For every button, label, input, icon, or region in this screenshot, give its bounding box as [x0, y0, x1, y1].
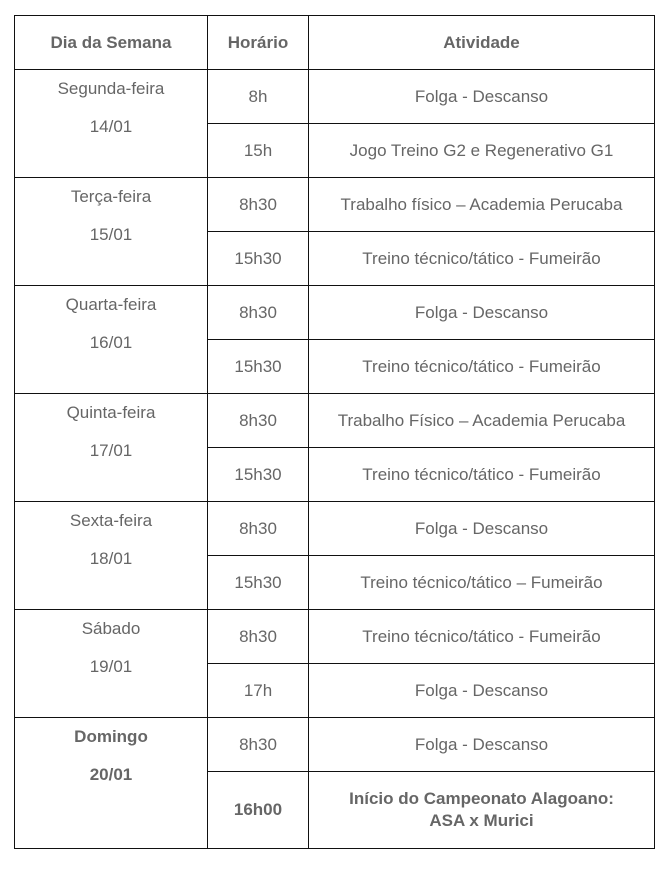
time-cell: 8h30	[208, 286, 309, 340]
weekday-label: Domingo	[74, 727, 148, 746]
table-row	[15, 394, 655, 448]
day-cell	[15, 394, 208, 502]
date-label: 15/01	[89, 225, 133, 244]
activity-cell: Jogo Treino G2 e Regenerativo G1	[309, 124, 655, 178]
activity-cell: Treino técnico/tático - Fumeirão	[309, 232, 655, 286]
date-label: 16/01	[89, 333, 133, 352]
weekday-label: Segunda-feira	[57, 79, 165, 98]
time-cell: 8h30	[208, 502, 309, 556]
day-cell	[15, 718, 208, 849]
table-row	[15, 610, 655, 664]
activity-cell: Folga - Descanso	[309, 286, 655, 340]
day-cell	[15, 286, 208, 394]
weekday-label: Sexta-feira	[69, 511, 153, 530]
activity-cell: Trabalho Físico – Academia Perucaba	[309, 394, 655, 448]
activity-cell: Folga - Descanso	[309, 664, 655, 718]
day-cell	[15, 610, 208, 718]
activity-cell: Treino técnico/tático - Fumeirão	[309, 610, 655, 664]
time-cell: 8h30	[208, 718, 309, 772]
time-cell: 17h	[208, 664, 309, 718]
activity-cell: Treino técnico/tático - Fumeirão	[309, 448, 655, 502]
time-cell: 15h30	[208, 556, 309, 610]
weekday-label: Sábado	[81, 619, 141, 638]
time-cell: 8h30	[208, 178, 309, 232]
time-cell: 16h00	[208, 772, 309, 849]
time-cell: 8h30	[208, 394, 309, 448]
day-cell	[15, 70, 208, 178]
header-day: Dia da Semana	[15, 16, 208, 70]
activity-line: ASA x Murici	[429, 811, 534, 830]
time-cell: 15h30	[208, 340, 309, 394]
table-row	[15, 178, 655, 232]
table-row	[15, 70, 655, 124]
date-label: 14/01	[89, 117, 133, 136]
activity-cell: Treino técnico/tático - Fumeirão	[309, 340, 655, 394]
activity-cell: Folga - Descanso	[309, 502, 655, 556]
header-row	[15, 16, 655, 70]
activity-cell: Trabalho físico – Academia Perucaba	[309, 178, 655, 232]
header-activity: Atividade	[309, 16, 655, 70]
time-cell: 15h	[208, 124, 309, 178]
date-label: 19/01	[89, 657, 133, 676]
date-label: 18/01	[89, 549, 133, 568]
time-cell: 8h	[208, 70, 309, 124]
weekday-label: Terça-feira	[70, 187, 152, 206]
time-cell: 15h30	[208, 448, 309, 502]
activity-cell	[309, 772, 655, 849]
activity-cell: Folga - Descanso	[309, 718, 655, 772]
header-time: Horário	[208, 16, 309, 70]
activity-cell: Folga - Descanso	[309, 70, 655, 124]
date-label: 20/01	[89, 765, 133, 784]
table-row	[15, 718, 655, 772]
weekday-label: Quinta-feira	[66, 403, 156, 422]
time-cell: 8h30	[208, 610, 309, 664]
activity-line: Início do Campeonato Alagoano:	[349, 789, 614, 808]
date-label: 17/01	[89, 441, 133, 460]
table-row	[15, 502, 655, 556]
day-cell	[15, 502, 208, 610]
day-cell	[15, 178, 208, 286]
schedule-table	[14, 15, 655, 849]
table-row	[15, 286, 655, 340]
activity-cell: Treino técnico/tático – Fumeirão	[309, 556, 655, 610]
weekday-label: Quarta-feira	[65, 295, 157, 314]
time-cell: 15h30	[208, 232, 309, 286]
